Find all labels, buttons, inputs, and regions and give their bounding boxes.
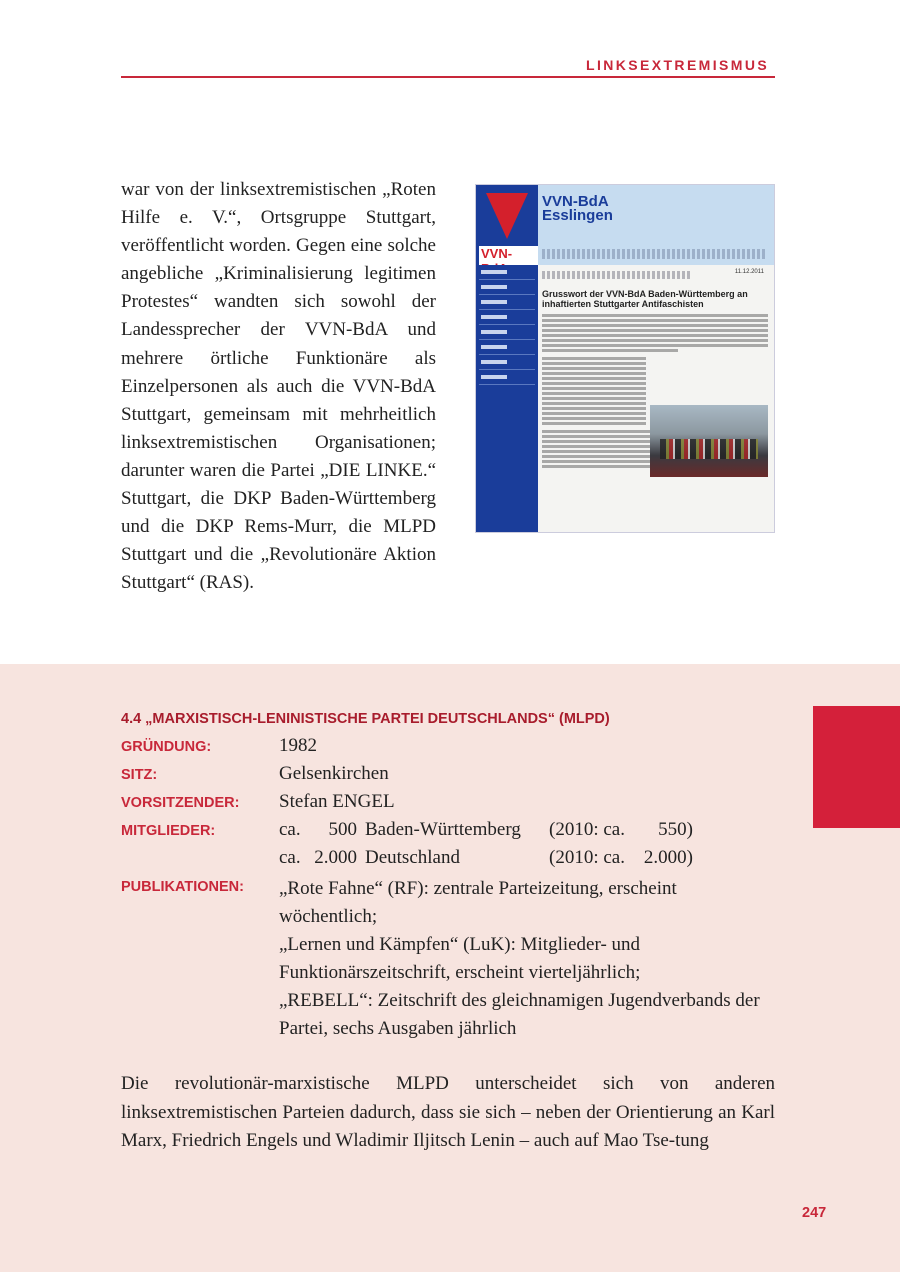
screenshot-breadcrumb (542, 271, 692, 279)
members-label: MITGLIEDER: (121, 823, 216, 839)
demonstration-photo (650, 405, 768, 477)
publications-label: PUBLIKATIONEN: (121, 879, 244, 895)
publication-item: „Rote Fahne“ (RF): zentrale Parteizeitung, erscheint wöchentlich; (279, 878, 677, 927)
screenshot-nav-item (479, 340, 535, 355)
screenshot-logo-text: VVN- (479, 246, 538, 276)
publication-item: „Lernen und Kämpfen“ (LuK): Mitglieder- und Funktionärszeitschrift, erscheint vierteljährlich; (279, 934, 641, 983)
header-rule (121, 76, 775, 78)
screenshot-nav-item (479, 355, 535, 370)
screenshot-tagline (542, 249, 766, 259)
page-number: 247 (802, 1205, 827, 1221)
seat-label: SITZ: (121, 767, 158, 783)
chair-value: Stefan ENGEL (279, 791, 395, 812)
screenshot-nav-item (479, 265, 535, 280)
founding-label: GRÜNDUNG: (121, 739, 212, 755)
screenshot-text-block (542, 314, 768, 352)
section-heading: 4.4 „MARXISTISCH-LENINISTISCHE PARTEI DEUTSCHLANDS“ (MLPD) (121, 711, 610, 727)
screenshot-nav-item (479, 310, 535, 325)
screenshot-date: 11.12.2011 (734, 269, 764, 275)
screenshot-site-location: Esslingen (542, 207, 613, 224)
screenshot-nav-item (479, 295, 535, 310)
publications-list (279, 875, 776, 1043)
screenshot-nav-item (479, 325, 535, 340)
founding-value: 1982 (279, 735, 317, 756)
body-text-left: war von der linksextremistischen „Roten Hilfe e. V.“, Ortsgruppe Stuttgart, veröffentlicht worden. Gegen eine solche angebliche „Kriminalisierung legitimen Protestes“ wandten sich sowohl der Landessprecher der VVN-BdA und mehrere örtliche Funktionäre als Einzelpersonen als auch die VVN-BdA Stuttgart, gemeinsam mit mehrheitlich linksextremistischen Organisationen; darunter waren die Partei „DIE LINKE.“ Stuttgart, die DKP Baden-Württemberg und die DKP Rems-Murr, die MLPD Stuttgart und die „Revolutionäre Aktion Stuttgart“ (RAS). (121, 179, 436, 594)
screenshot-site-name: VVN-BdA (542, 193, 609, 210)
screenshot-nav-item (479, 280, 535, 295)
screenshot-logo-area (476, 185, 538, 265)
running-header: LINKSEXTREMISMUS (586, 57, 770, 73)
publication-item: „REBELL“: Zeitschrift des gleichnamigen Jugendverbands der Partei, sechs Ausgaben jährlich (279, 990, 760, 1039)
screenshot-headline: Grusswort der VVN-BdA Baden-Württemberg an inhaftierten Stuttgarter Antifaschisten (542, 289, 748, 309)
red-triangle-icon (486, 193, 528, 239)
website-screenshot (475, 184, 775, 533)
seat-value: Gelsenkirchen (279, 763, 389, 784)
screenshot-nav-item (479, 370, 535, 385)
closing-paragraph: Die revolutionär-marxistische MLPD unterscheidet sich von anderen linksextremistischen Parteien dadurch, dass sie sich – neben der Orientierung an Karl Marx, Friedrich Engels und Wladimir Iljitsch Lenin – auch auf Mao Tse-tung (121, 1073, 775, 1151)
screenshot-text-column (542, 357, 646, 425)
screenshot-content (542, 267, 768, 470)
chapter-tab (813, 706, 900, 828)
screenshot-nav (476, 265, 538, 532)
chair-label: VORSITZENDER: (121, 795, 240, 811)
